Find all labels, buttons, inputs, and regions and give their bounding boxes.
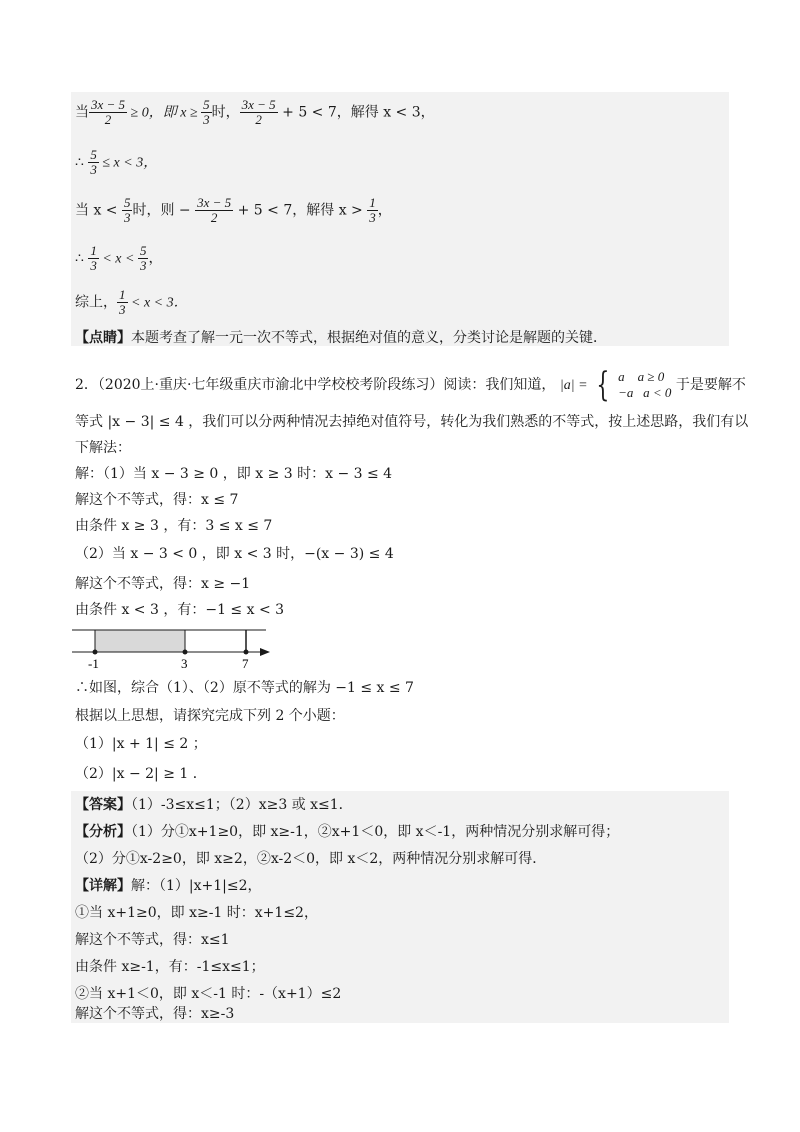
detail-line-6: 解这个不等式，得：x≥-3 [75, 1006, 235, 1022]
solution-line-3: 当 x < $\frac{5}{3}$ 时，则 − $\frac{3x - 5}{2}$ + 5 < 7，解得 x > $\frac{1}{3}$ ， [75, 195, 392, 225]
step-8: 根据以上思想，请探究完成下列 2 个小题： [75, 708, 345, 724]
detail-line-2: ①当 x+1≥0，即 x≥-1 时：x+1≤2， [75, 905, 318, 921]
step-1: 解：（1）当 x − 3 ≥ 0 ，即 x ≥ 3 时：x − 3 ≤ 4 [75, 466, 393, 482]
question-2: （2）|x − 2| ≥ 1 ． [75, 766, 207, 782]
comment-line: 【点睛】本题考查了解一元一次不等式，根据绝对值的意义，分类讨论是解题的关键． [75, 330, 607, 346]
point-7 [244, 650, 249, 655]
point-neg1 [93, 650, 98, 655]
question-1: （1）|x + 1| ≤ 2 ； [75, 736, 207, 752]
detail-line-5: ②当 x+1＜0，即 x＜-1 时：-（x+1）≤2 [75, 986, 342, 1002]
point-3 [183, 650, 188, 655]
detail-label: 【详解】 [75, 878, 131, 894]
analysis-label: 【分析】 [75, 824, 131, 840]
detail-line-1: 【详解】解：（1）|x+1|≤2， [75, 878, 262, 894]
step-7: ∴如图，综合（1）、（2）原不等式的解为 −1 ≤ x ≤ 7 [75, 680, 414, 696]
tick-label-neg1: -1 [88, 656, 99, 671]
solution-line-1: 当 $\frac{3x - 5}{2}$ ≥ 0，即 x ≥ $\frac{5}{3}$ 时， $\frac{3x - 5}{2}$ + 5 < 7，解得 x < 3， [75, 97, 435, 127]
brace-icon: { [596, 365, 610, 405]
detail-line-4: 由条件 x≥-1，有：-1≤x≤1； [75, 959, 265, 975]
analysis-line-2: （2）分①x-2≥0，即 x≥2，②x-2＜0，即 x＜2，两种情况分别求解可得． [75, 851, 547, 867]
arrow-icon [260, 648, 270, 656]
step-2: 解这个不等式，得：x ≤ 7 [75, 492, 239, 508]
piecewise-definition: a a ≥ 0 −a a < 0 [618, 369, 672, 400]
step-3: 由条件 x ≥ 3 ，有：3 ≤ x ≤ 7 [75, 518, 273, 534]
problem-line-3: 下解法： [75, 440, 131, 456]
solution-line-2: ∴ $\frac{5}{3}$ ≤ x < 3， [75, 147, 158, 177]
shaded-interval [95, 630, 185, 652]
comment-label: 【点睛】 [75, 330, 131, 346]
problem-intro: 2．（2020上·重庆·七年级重庆市渝北中学校校考阶段练习）阅读：我们知道， |a| = { a a ≥ 0 −a a < 0 于是要解不 [75, 365, 746, 405]
solution-line-5: 综上， $\frac{1}{3}$ < x < 3． [75, 287, 188, 317]
step-6: 由条件 x < 3 ，有：−1 ≤ x < 3 [75, 602, 285, 618]
tick-label-3: 3 [181, 656, 188, 671]
answer-line: 【答案】（1）-3≤x≤1；（2）x≥3 或 x≤1． [75, 797, 353, 813]
solution-line-4: ∴ $\frac{1}{3}$ < x < $\frac{5}{3}$ ， [75, 243, 163, 273]
number-line-figure [70, 624, 280, 672]
tick-label-7: 7 [242, 656, 249, 671]
analysis-line-1: 【分析】（1）分①x+1≥0，即 x≥-1，②x+1＜0，即 x＜-1，两种情况分别求解可得； [75, 824, 620, 840]
detail-line-3: 解这个不等式，得：x≤1 [75, 932, 230, 948]
step-5: 解这个不等式，得：x ≥ −1 [75, 576, 251, 592]
answer-label: 【答案】 [75, 797, 131, 813]
step-4: （2）当 x − 3 < 0 ，即 x < 3 时，−(x − 3) ≤ 4 [75, 546, 394, 562]
problem-line-2: 等式 |x − 3| ≤ 4 ，我们可以分两种情况去掉绝对值符号，转化为我们熟悉的不等式，按上述思路，我们有以 [75, 414, 749, 430]
